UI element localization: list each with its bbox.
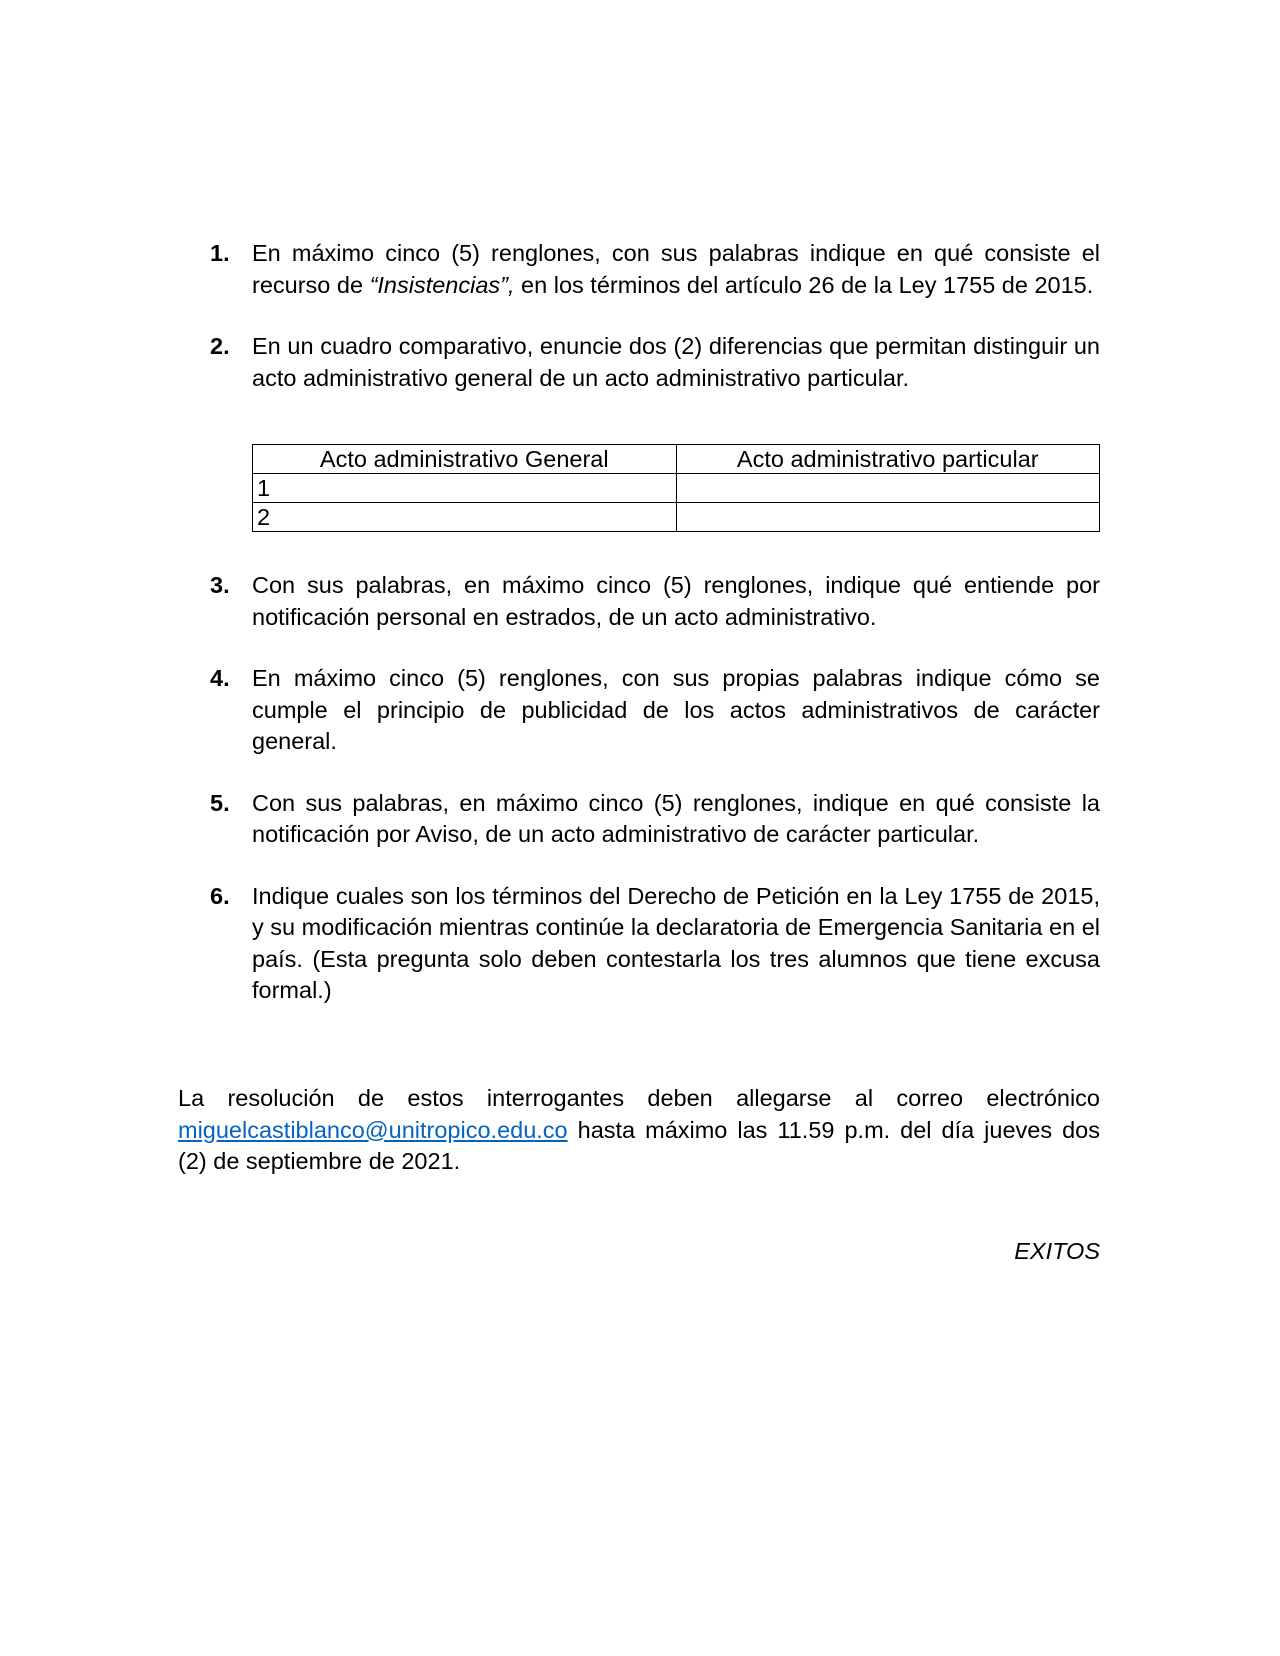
table-cell [676, 503, 1100, 532]
question-item-3 [210, 570, 1100, 633]
signoff-text: EXITOS [1014, 1238, 1100, 1264]
question-item-4 [210, 663, 1100, 758]
table-header-general: Acto administrativo General [253, 445, 677, 474]
closing-text-part: La resolución de estos interrogantes deben allegarse al correo electrónico [178, 1085, 1100, 1111]
table-header-particular: Acto administrativo particular [676, 445, 1100, 474]
question-item-6 [210, 881, 1100, 1007]
table-cell: 2 [253, 503, 677, 532]
question-number: 1. [210, 240, 230, 266]
comparison-table [252, 444, 1100, 532]
question-text: En máximo cinco (5) renglones, con sus propias palabras indique cómo se cumple el principio de publicidad de los actos administrativos de carácter general. [252, 665, 1100, 754]
questions-list [210, 238, 1100, 1007]
table-row [253, 474, 1100, 503]
question-text-italic: “Insistencias”, [369, 271, 515, 298]
table-header-row [253, 445, 1100, 474]
question-item-5 [210, 788, 1100, 851]
question-text: Indique cuales son los términos del Derecho de Petición en la Ley 1755 de 2015, y su modificación mientras continúe la declaratoria de Emergencia Sanitaria en el país. (Esta pregunta solo deben contestarla los tres alumnos que tiene excusa formal.) [252, 882, 1100, 1003]
table-row [253, 503, 1100, 532]
table-cell: 1 [253, 474, 677, 503]
question-item-1 [210, 238, 1100, 301]
email-link[interactable]: miguelcastiblanco@unitropico.edu.co [178, 1116, 568, 1143]
question-text-part: en los términos del artículo 26 de la Ley 1755 de 2015. [514, 271, 1094, 298]
table-cell [676, 474, 1100, 503]
question-item-2 [210, 331, 1100, 394]
question-text [252, 238, 1100, 301]
question-text: Con sus palabras, en máximo cinco (5) renglones, indique qué entiende por notificación personal en estrados, de un acto administrativo. [252, 572, 1100, 630]
comparison-table-wrapper [210, 444, 1100, 532]
question-text-part: En máximo cinco (5) renglones, con sus palabras indique en qué consiste el recurso de [252, 240, 1100, 298]
closing-paragraph [178, 1083, 1100, 1178]
question-number: 6. [210, 882, 230, 909]
question-number: 3. [210, 572, 230, 598]
question-number: 5. [210, 789, 230, 816]
question-number: 4. [210, 665, 230, 691]
question-text: Con sus palabras, en máximo cinco (5) renglones, indique en qué consiste la notificación por Aviso, de un acto administrativo de carácter particular. [252, 789, 1100, 847]
question-number: 2. [210, 333, 230, 359]
question-text: En un cuadro comparativo, enuncie dos (2) diferencias que permitan distinguir un acto administrativo general de un acto administrativo particular. [252, 333, 1100, 391]
closing-text-part: hasta máximo las 11.59 p.m. del día jueves dos (2) de septiembre de 2021. [178, 1116, 1100, 1174]
